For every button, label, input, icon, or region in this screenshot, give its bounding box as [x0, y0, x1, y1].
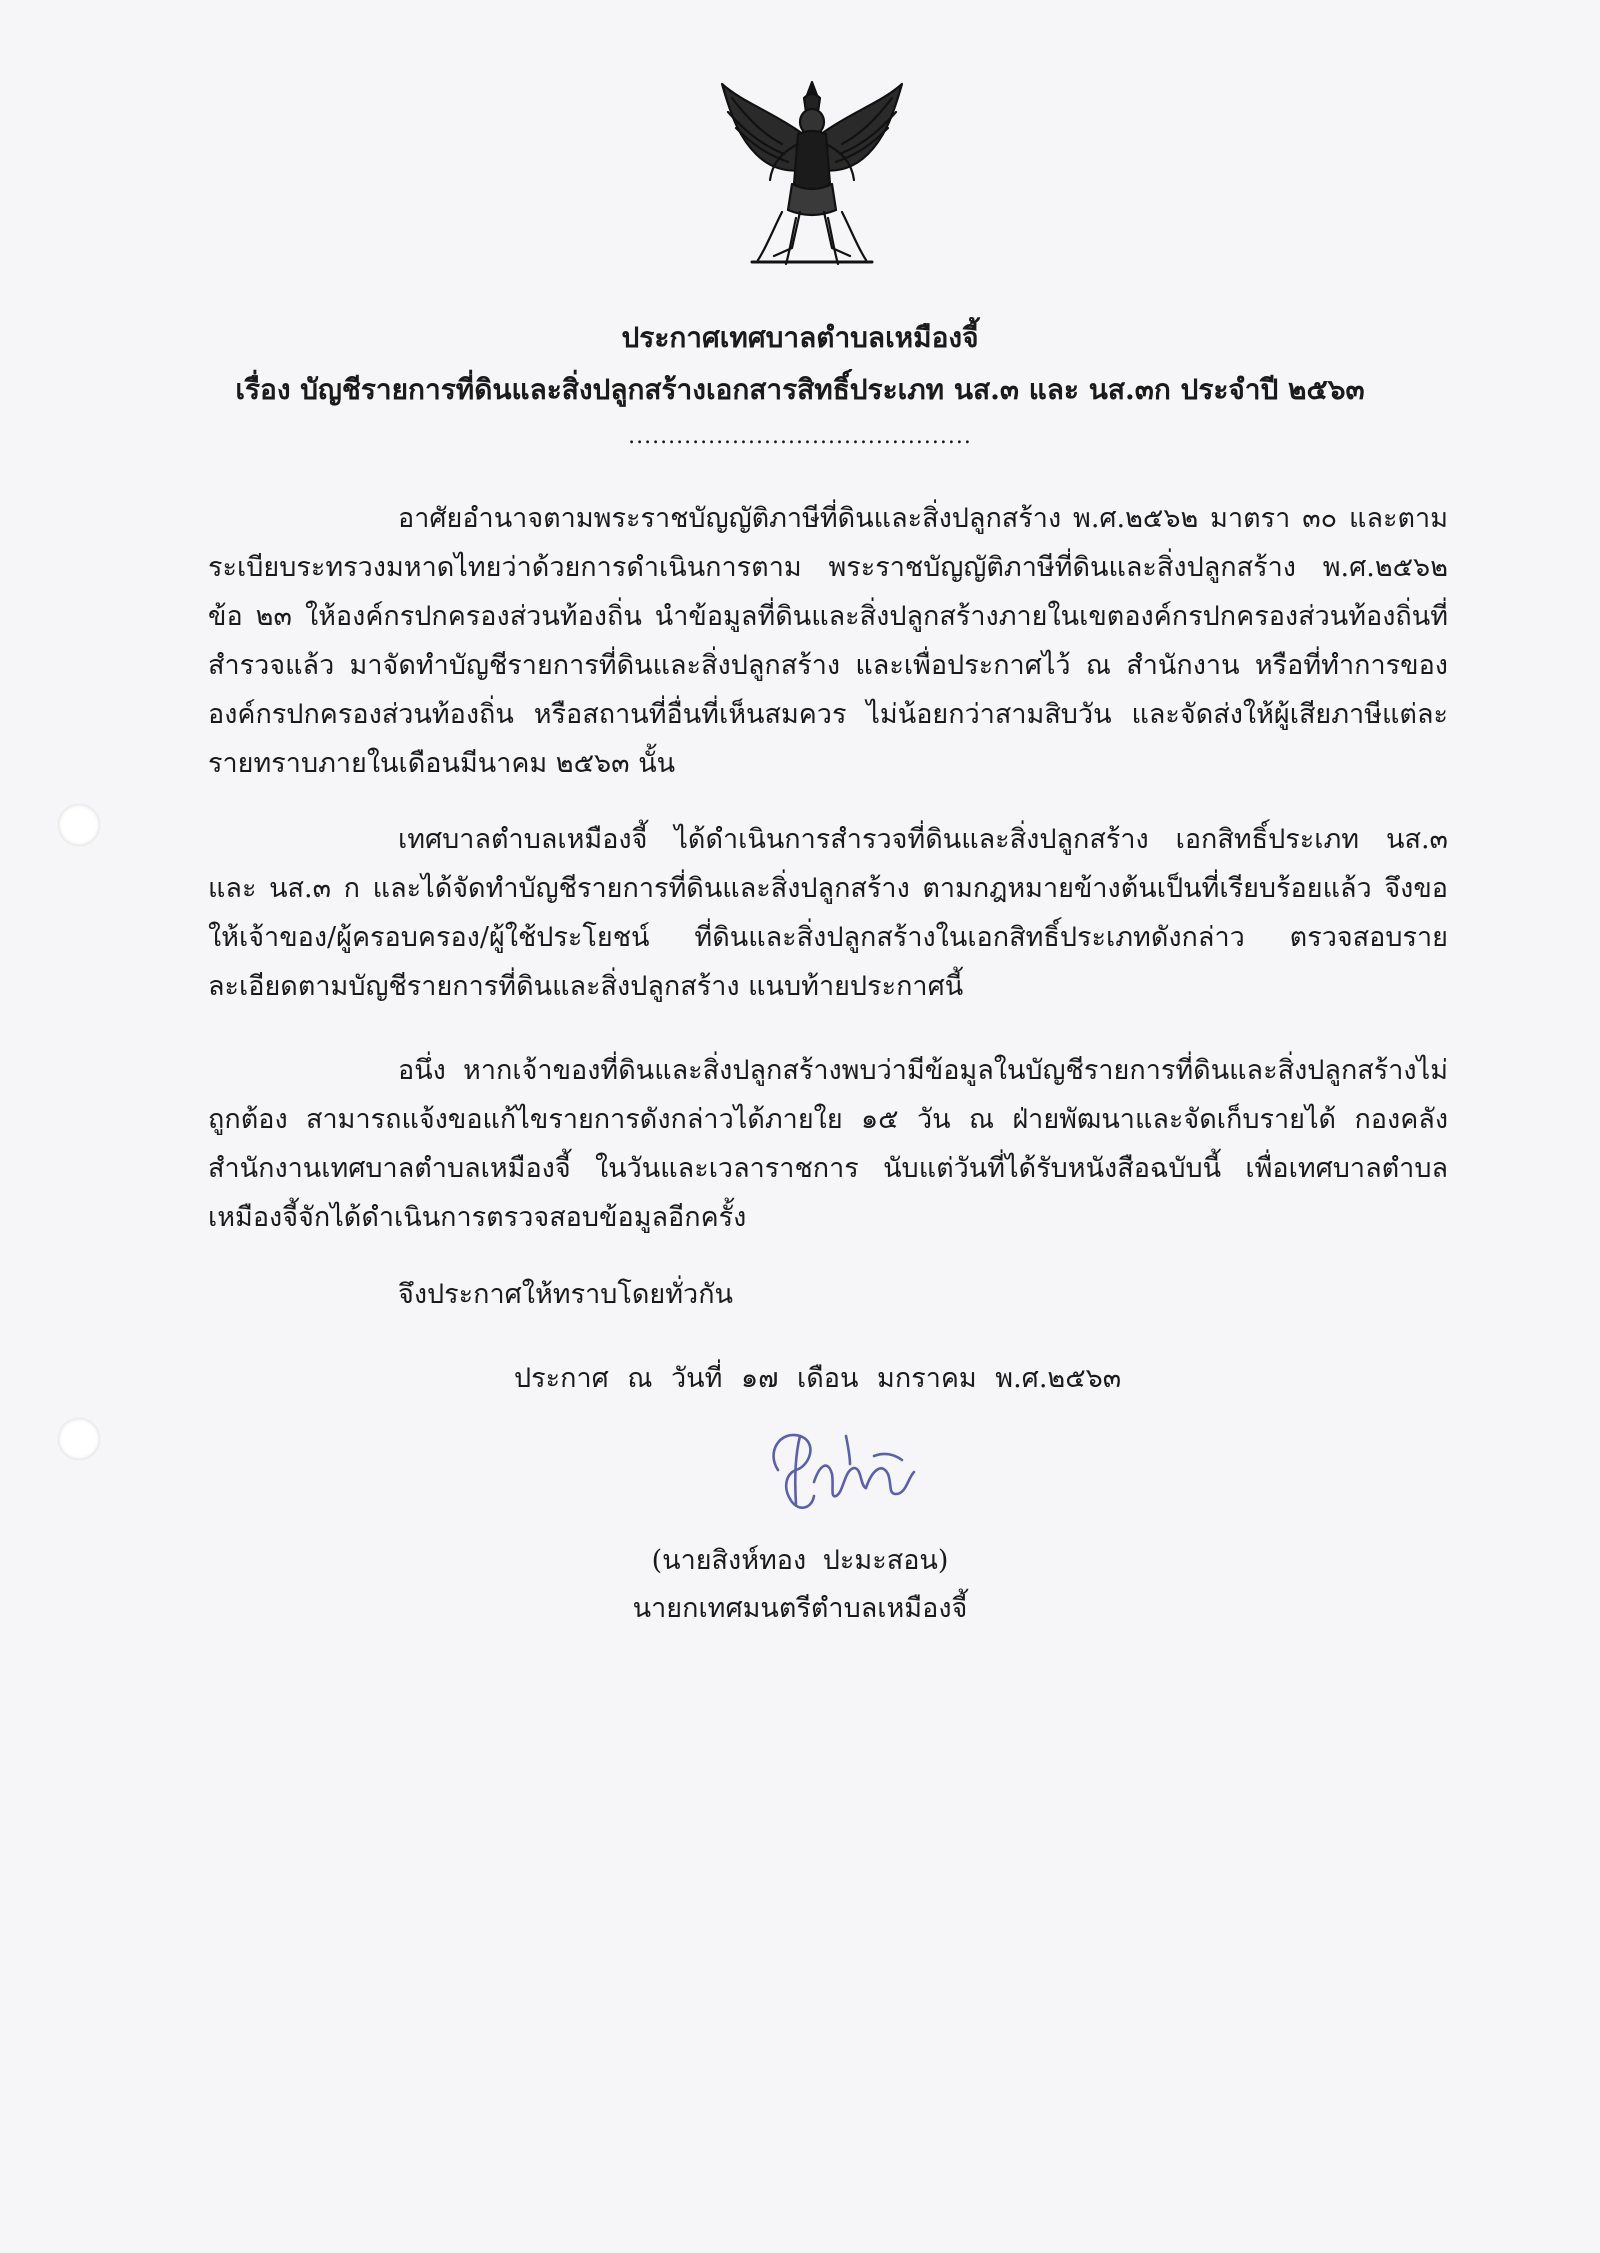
- title-divider: ...........................................: [628, 424, 972, 449]
- body-paragraph: อนึ่ง หากเจ้าของที่ดินและสิ่งปลูกสร้างพบว่ามีข้อมูลในบัญชีรายการที่ดินและสิ่งปลูกสร้างไม่ถูกต้อง สามารถแจ้งขอแก้ไขรายการดังกล่าวได้ภายใย ๑๕ วัน ณ ฝ่ายพัฒนาและจัดเก็บรายได้ กองคลัง สำนักงานเทศบาลตำบลเหมืองจี้ ในวันและเวลาราชการ นับแต่วันที่ได้รับหนังสือฉบับนี้ เพื่อเทศบาลตำบลเหมืองจี้จักได้ดำเนินการตรวจสอบข้อมูลอีกครั้ง: [208, 1055, 1448, 1233]
- body-paragraph: อาศัยอำนาจตามพระราชบัญญัติภาษีที่ดินและสิ่งปลูกสร้าง พ.ศ.๒๕๖๒ มาตรา ๓๐ และตามระเบียบระทรวงมหาดไทยว่าด้วยการดำเนินการตาม พระราชบัญญัติภาษีที่ดินและสิ่งปลูกสร้าง พ.ศ.๒๕๖๒ ข้อ ๒๓ ให้องค์กรปกครองส่วนท้องถิ่น นำข้อมูลที่ดินและสิ่งปลูกสร้างภายในเขตองค์กรปกครองส่วนท้องถิ่นที่สำรวจแล้ว มาจัดทำบัญชีรายการที่ดินและสิ่งปลูกสร้าง และเพื่อประกาศไว้ ณ สำนักงาน หรือที่ทำการขององค์กรปกครองส่วนท้องถิ่น หรือสถานที่อื่นที่เห็นสมควร ไม่น้อยกว่าสามสิบวัน และจัดส่งให้ผู้เสียภาษีแต่ละรายทราบภายในเดือนมีนาคม ๒๕๖๓ นั้น: [208, 503, 1448, 779]
- body-paragraph: เทศบาลตำบลเหมืองจี้ ได้ดำเนินการสำรวจที่ดินและสิ่งปลูกสร้าง เอกสิทธิ์ประเภท นส.๓ และ นส.๓ ก และได้จัดทำบัญชีรายการที่ดินและสิ่งปลูกสร้าง ตามกฎหมายข้างต้นเป็นที่เรียบร้อยแล้ว จึงขอให้เจ้าของ/ผู้ครอบครอง/ผู้ใช้ประโยชน์ ที่ดินและสิ่งปลูกสร้างในเอกสิทธิ์ประเภทดังกล่าว ตรวจสอบรายละเอียดตามบัญชีรายการที่ดินและสิ่งปลูกสร้าง แนบท้ายประกาศนี้: [208, 824, 1448, 1002]
- document-title: ประกาศเทศบาลตำบลเหมืองจี้: [621, 321, 979, 354]
- handwritten-signature: [756, 1412, 926, 1522]
- signer-position: นายกเทศมนตรีตำบลเหมืองจี้: [632, 1593, 968, 1624]
- closing-statement: จึงประกาศให้ทราบโดยทั่วกัน: [398, 1279, 733, 1310]
- punch-hole: [58, 1418, 100, 1460]
- punch-hole: [58, 804, 100, 846]
- announcement-date: ประกาศ ณ วันที่ ๑๗ เดือน มกราคม พ.ศ.๒๕๖๓: [514, 1363, 1122, 1394]
- garuda-emblem-icon: [712, 72, 912, 272]
- signer-name: (นายสิงห์ทอง ปะมะสอน): [651, 1545, 949, 1576]
- document-subject: เรื่อง บัญชีรายการที่ดินและสิ่งปลูกสร้างเอกสารสิทธิ์ประเภท นส.๓ และ นส.๓ก ประจำปี ๒๕๖๓: [235, 373, 1365, 406]
